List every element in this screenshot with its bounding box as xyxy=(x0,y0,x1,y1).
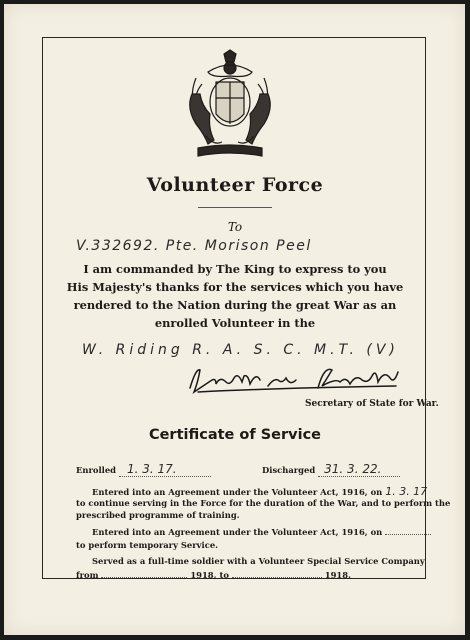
agreement-1-line-2: to continue serving in the Force for the duration of the War, and to perform the xyxy=(76,498,451,508)
body-line-4: enrolled Volunteer in the xyxy=(154,316,316,330)
title-divider xyxy=(198,207,272,208)
discharged-row xyxy=(262,462,400,477)
handwritten-signature xyxy=(186,362,406,396)
body-line-2: His Majesty's thanks for the services which you have xyxy=(66,280,404,294)
recipient-name: V.332692. Pte. Morison Peel xyxy=(76,238,312,254)
unit-name: W. Riding R. A. S. C. M.T. (V) xyxy=(82,342,399,358)
enrolled-date: 1. 3. 17. xyxy=(126,462,177,476)
agreement-2-line-2: to perform temporary Service. xyxy=(76,540,219,550)
royal-coat-of-arms-icon xyxy=(178,48,282,168)
enrolled-label: Enrolled xyxy=(76,465,117,475)
from-blank xyxy=(101,577,187,578)
discharged-date: 31. 3. 22. xyxy=(324,462,382,476)
to-blank xyxy=(232,577,322,578)
discharged-label: Discharged xyxy=(262,465,316,475)
body-line-3: rendered to the Nation during the great War as an xyxy=(73,298,397,312)
certificate-title: Volunteer Force xyxy=(146,174,324,196)
service-certificate-title: Certificate of Service xyxy=(148,427,322,443)
enrolled-row xyxy=(76,462,211,477)
agreement-1-date: 1. 3. 17 xyxy=(385,485,428,498)
agreement-1-line-3: prescribed programme of training. xyxy=(76,510,240,520)
served-line: Served as a full-time soldier with a Volunteer Special Service Company xyxy=(92,556,425,566)
body-line-1: I am commanded by The King to express to you xyxy=(83,262,387,276)
to-label: To xyxy=(227,220,243,234)
agreement-1-line-1: Entered into an Agreement under the Volunteer Act, 1916, on 1. 3. 17 xyxy=(92,485,428,498)
agreement-2-date-blank xyxy=(385,534,431,535)
signatory-title: Secretary of State for War. xyxy=(305,399,439,409)
agreement-2-line-1: Entered into an Agreement under the Volunteer Act, 1916, on xyxy=(92,527,431,537)
service-period-row: from 1918, to 1918. xyxy=(76,570,351,580)
